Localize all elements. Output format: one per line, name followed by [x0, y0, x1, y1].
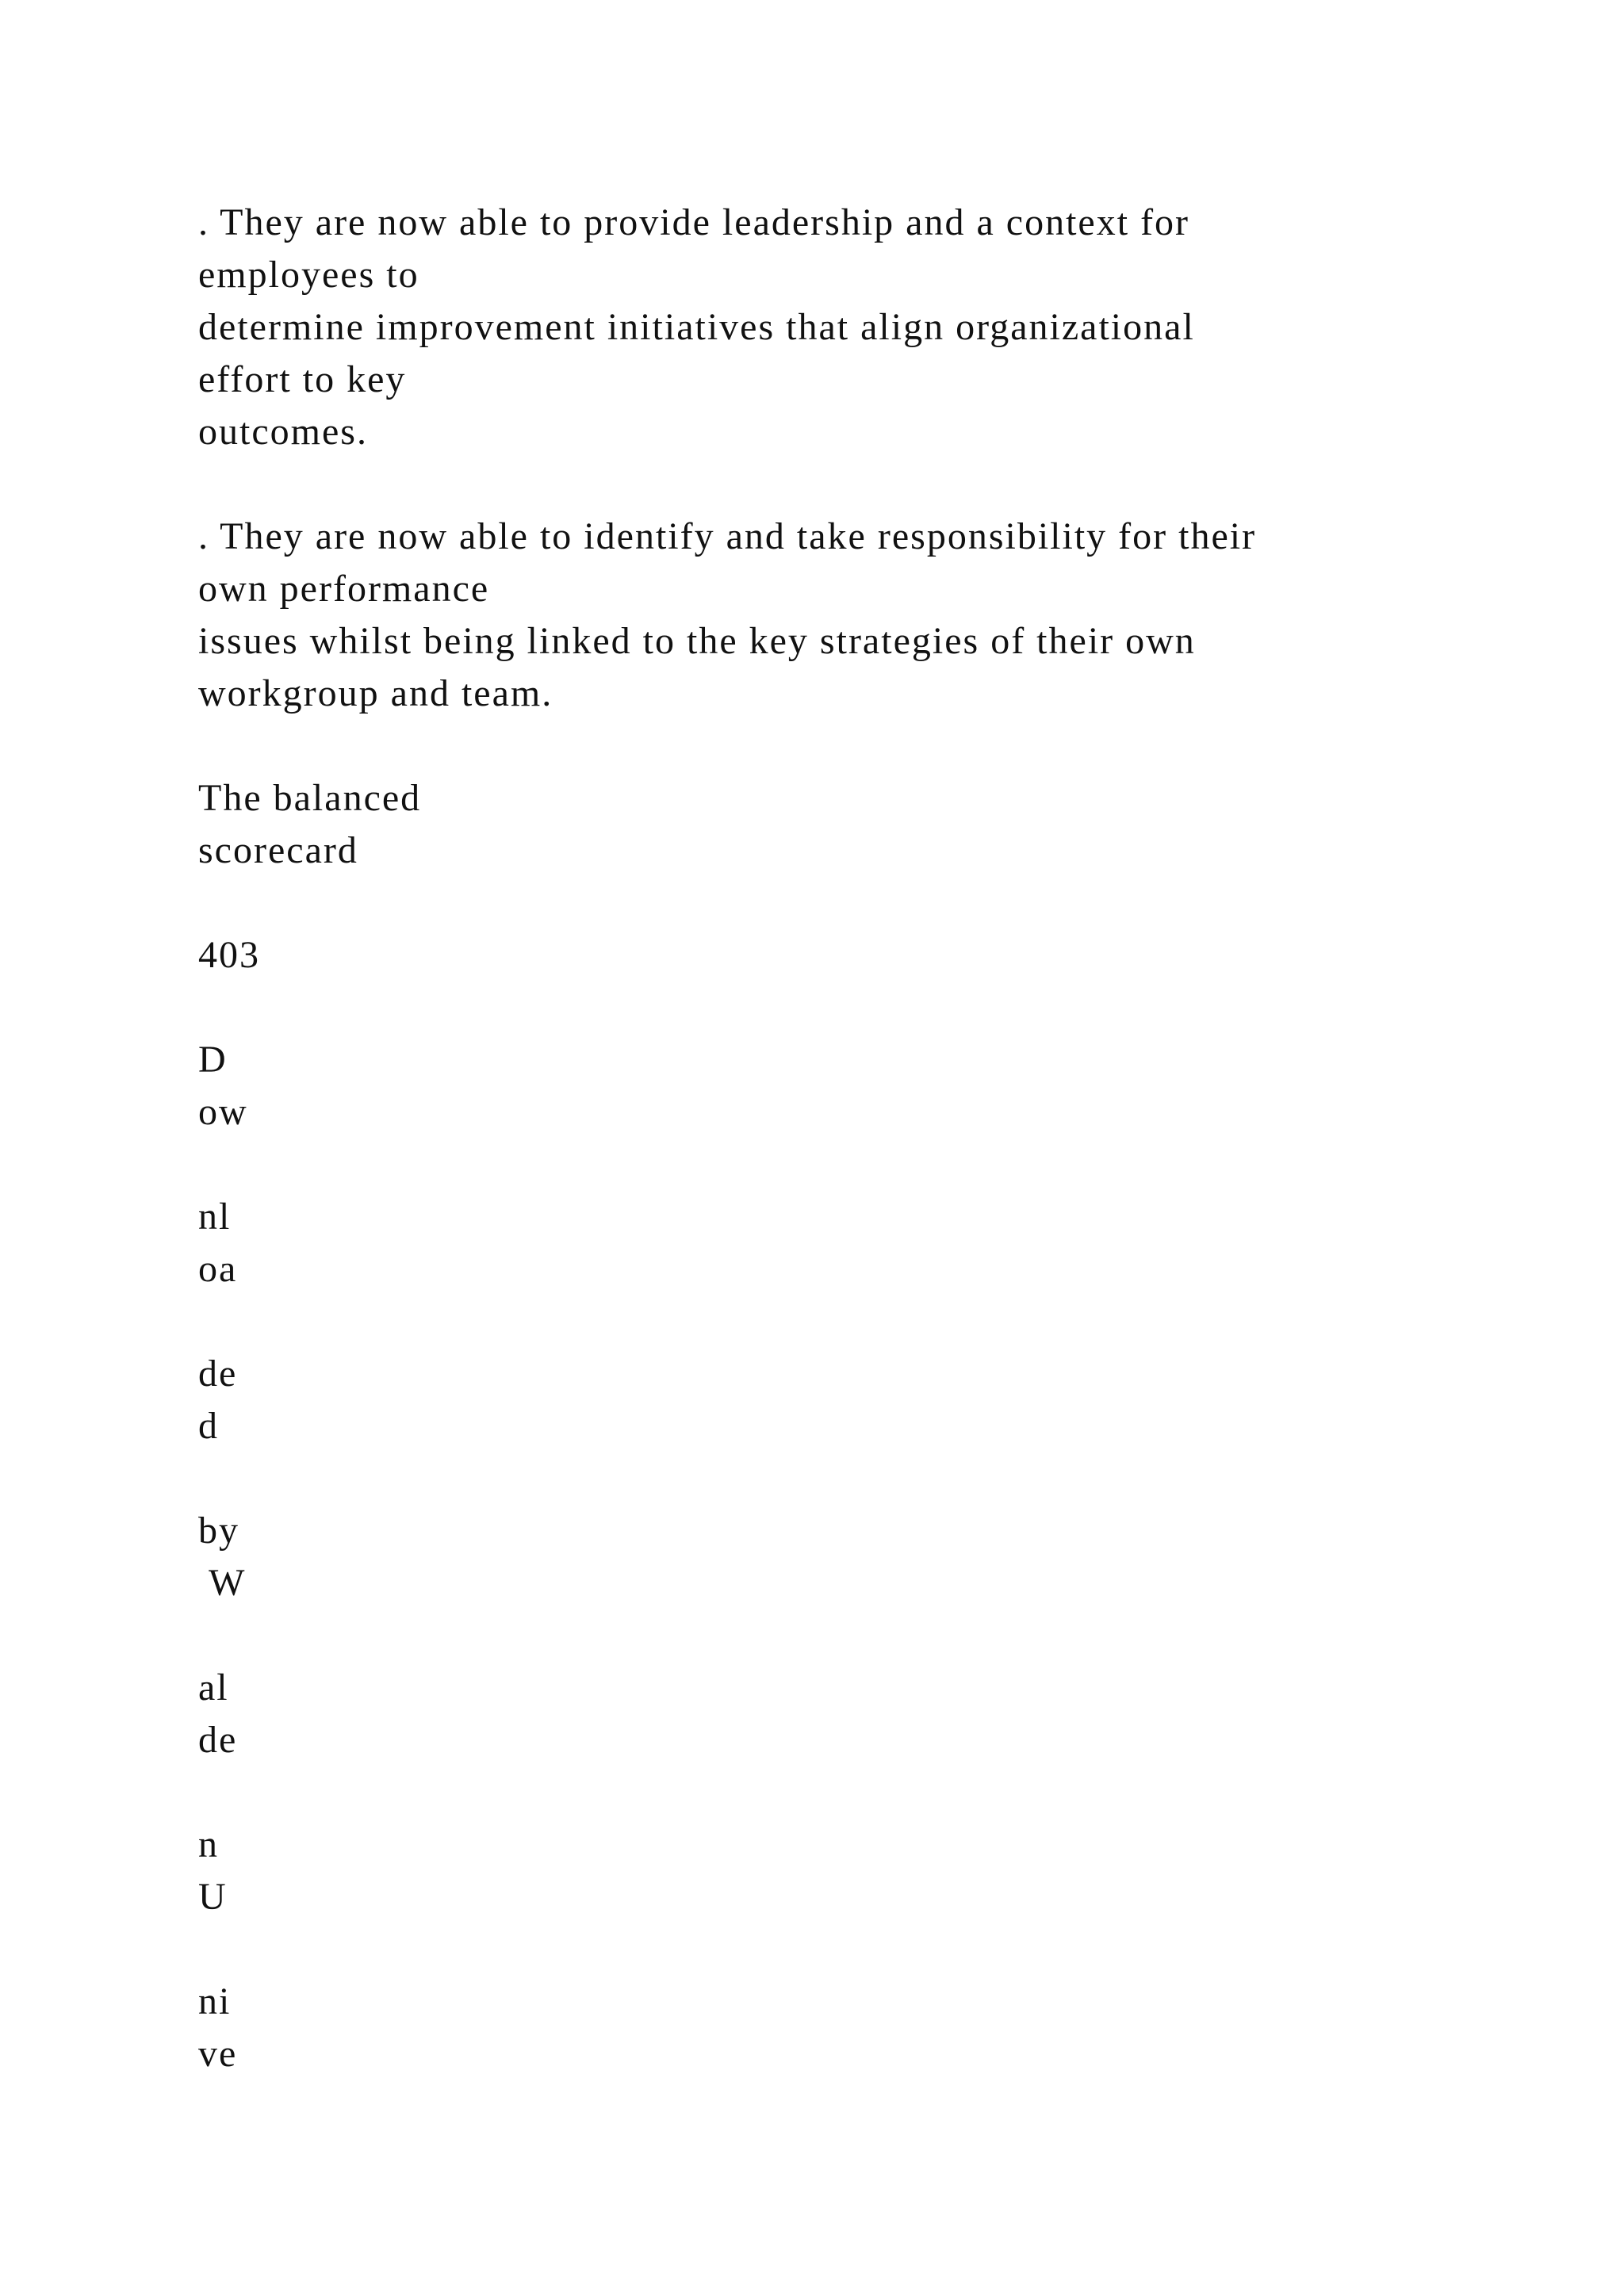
watermark-fragment: U: [198, 1876, 228, 1918]
watermark-fragment: oa: [198, 1248, 238, 1290]
blank-line: [198, 458, 1483, 511]
watermark-fragment: ve: [198, 2033, 238, 2075]
watermark-fragment: nl: [198, 1196, 232, 1238]
text-line: effort to key: [198, 358, 407, 400]
watermark-fragment: n: [198, 1823, 219, 1866]
text-line: workgroup and team.: [198, 672, 553, 714]
watermark-fragment: ow: [198, 1091, 248, 1133]
blank-line: [198, 1766, 1483, 1819]
watermark-fragment: de: [198, 1353, 238, 1395]
blank-line: [198, 1609, 1483, 1662]
page-number: 403: [198, 934, 260, 976]
watermark-fragment: D: [198, 1039, 228, 1081]
text-line: own performance: [198, 568, 490, 610]
text-line: . They are now able to provide leadership and a context for: [198, 201, 1190, 243]
watermark-fragment: W: [198, 1562, 247, 1604]
text-line: outcomes.: [198, 411, 368, 453]
text-line: issues whilst being linked to the key strategies of their own: [198, 620, 1196, 662]
blank-line: [198, 1138, 1483, 1191]
text-line: . They are now able to identify and take responsibility for their: [198, 515, 1257, 557]
document-body: [198, 197, 1483, 2080]
blank-line: [198, 1452, 1483, 1505]
watermark-fragment: ni: [198, 1980, 232, 2022]
blank-line: [198, 1295, 1483, 1348]
blank-line: [198, 1923, 1483, 1976]
blank-line: [198, 877, 1483, 929]
watermark-fragment: de: [198, 1719, 238, 1761]
text-line: scorecard: [198, 829, 358, 871]
blank-line: [198, 720, 1483, 772]
text-line: determine improvement initiatives that align organizational: [198, 306, 1195, 348]
blank-line: [198, 982, 1483, 1034]
watermark-fragment: by: [198, 1510, 239, 1552]
watermark-fragment: d: [198, 1405, 219, 1447]
watermark-fragment: al: [198, 1667, 229, 1709]
text-line: The balanced: [198, 777, 422, 819]
text-line: employees to: [198, 254, 419, 296]
